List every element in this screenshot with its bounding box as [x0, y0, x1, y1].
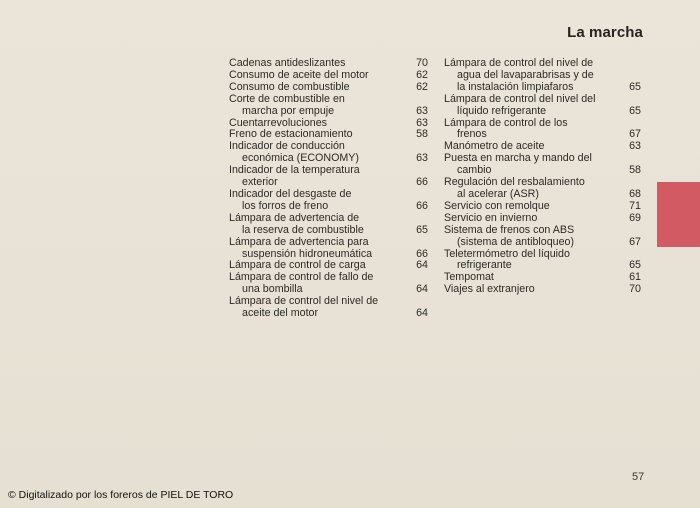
index-entry	[444, 153, 642, 177]
index-entry-text: aceite del motor	[242, 307, 319, 320]
index-entry-page: 65	[629, 80, 641, 93]
page-number: 57	[632, 471, 645, 483]
index-entry	[229, 141, 429, 165]
index-entry-page: 64	[416, 259, 428, 272]
section-title: La marcha	[567, 24, 643, 41]
index-entry-text: Lámpara de control del nivel de	[229, 295, 379, 308]
index-entry	[444, 213, 642, 225]
index-entry-page: 67	[629, 128, 641, 141]
index-entry-page: 70	[629, 283, 641, 296]
index-entry-text: Tempomat	[444, 271, 494, 284]
index-entry-page: 66	[416, 247, 428, 260]
index-entry	[444, 58, 642, 94]
index-entry-page: 63	[629, 140, 641, 153]
index-entry-text: Regulación del resbalamiento	[444, 176, 585, 189]
index-entry-page: 66	[416, 176, 428, 189]
index-entry-text: Lámpara de advertencia de	[229, 211, 360, 224]
index-entry-page: 62	[416, 68, 428, 81]
index-entry-text: agua del lavaparabrisas y de	[457, 68, 594, 81]
index-entry-text: líquido refrigerante	[457, 104, 547, 117]
index-entry	[229, 213, 429, 237]
index-entry-text: Lámpara de control de fallo de	[229, 271, 374, 284]
index-entry-text: Freno de estacionamiento	[229, 128, 353, 141]
index-entry	[444, 284, 642, 296]
index-entry-text: Lámpara de control de carga	[229, 259, 366, 272]
index-entry-text: Lámpara de control del nivel de	[444, 57, 594, 69]
index-entry	[444, 94, 642, 118]
index-entry-page: 69	[629, 211, 641, 224]
index-column-right	[444, 58, 642, 296]
index-entry-page: 64	[416, 283, 428, 296]
index-entry-text: económica (ECONOMY)	[242, 152, 359, 165]
index-entry-text: frenos	[457, 128, 487, 141]
index-entry-text: Lámpara de control del nivel del	[444, 92, 596, 105]
index-entry-page: 64	[416, 307, 428, 320]
index-entry-text: Consumo de aceite del motor	[229, 68, 369, 81]
index-entry-page: 63	[416, 104, 428, 117]
index-entry	[444, 118, 642, 142]
index-entry-page: 68	[629, 187, 641, 200]
index-entry-page: 58	[629, 164, 641, 177]
index-entry-text: marcha por empuje	[242, 104, 335, 117]
index-entry	[229, 237, 429, 261]
index-entry	[229, 296, 429, 320]
index-entry-page: 65	[629, 104, 641, 117]
index-entry-text: Indicador del desgaste de	[229, 187, 352, 200]
index-entry-text: Sistema de frenos con ABS	[444, 223, 575, 236]
index-entry-text: Indicador de la temperatura	[229, 164, 360, 177]
chapter-tab-marker	[657, 182, 700, 247]
index-entry	[229, 189, 429, 213]
index-entry-page: 67	[629, 235, 641, 248]
index-entry	[229, 94, 429, 118]
index-entry-text: la reserva de combustible	[242, 223, 364, 236]
index-entry-text: Lámpara de control de los	[444, 116, 568, 129]
index-entry-text: Viajes al extranjero	[444, 283, 535, 296]
index-entry-text: Servicio en invierno	[444, 211, 538, 224]
index-entry-text: (sistema de antibloqueo)	[457, 235, 575, 248]
index-entry	[229, 82, 429, 94]
index-entry-text: Teletermómetro del líquido	[444, 247, 570, 260]
index-entry-text: una bombilla	[242, 283, 303, 296]
index-entry-text: cambio	[457, 164, 492, 177]
index-entry-page: 70	[416, 57, 428, 69]
index-entry-page: 65	[416, 223, 428, 236]
index-entry-text: los forros de freno	[242, 199, 329, 212]
scan-credit: © Digitalizado por los foreros de PIEL DE TORO	[8, 489, 234, 501]
index-entry-text: Puesta en marcha y mando del	[444, 152, 592, 165]
index-entry-text: refrigerante	[457, 259, 512, 272]
index-entry-page: 58	[416, 128, 428, 141]
index-entry-text: al acelerar (ASR)	[457, 187, 539, 200]
index-entry	[444, 201, 642, 213]
index-entry-text: Indicador de conducción	[229, 140, 345, 153]
index-entry-text: Consumo de combustible	[229, 80, 350, 93]
index-entry-page: 71	[629, 199, 641, 212]
index-entry-page: 63	[416, 152, 428, 165]
index-entry-page: 65	[629, 259, 641, 272]
index-entry-text: Lámpara de advertencia para	[229, 235, 369, 248]
index-entry-text: Cadenas antideslizantes	[229, 57, 346, 69]
index-entry-text: la instalación limpiafaros	[457, 80, 574, 93]
index-entry	[229, 272, 429, 296]
index-entry-page: 61	[629, 271, 641, 284]
index-entry-text: suspensión hidroneumática	[242, 247, 373, 260]
index-column-left	[229, 58, 429, 320]
index-entry-page: 66	[416, 199, 428, 212]
index-entry-text: exterior	[242, 176, 278, 189]
index-entry-text: Cuentarrevoluciones	[229, 116, 328, 129]
index-entry	[444, 249, 642, 273]
index-entry	[444, 225, 642, 249]
index-entry	[229, 165, 429, 189]
index-entry	[444, 177, 642, 201]
index-entry-text: Corte de combustible en	[229, 92, 345, 105]
index-entry-page: 63	[416, 116, 428, 129]
index-entry-text: Servicio con remolque	[444, 199, 550, 212]
index-entry-page: 62	[416, 80, 428, 93]
index-entry-text: Manómetro de aceite	[444, 140, 545, 153]
